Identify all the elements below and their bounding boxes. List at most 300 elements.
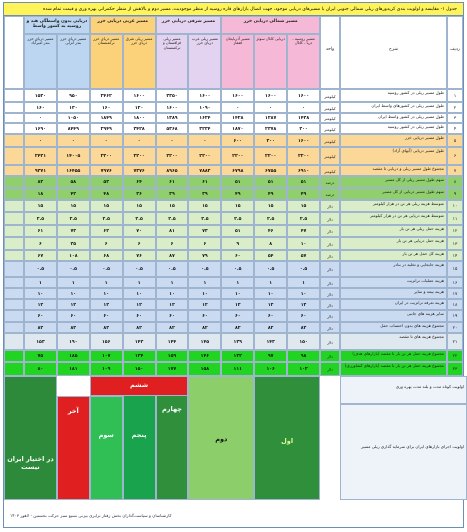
priority-block-sixth: ششم bbox=[90, 376, 189, 396]
row-value: ۸۲ bbox=[123, 322, 156, 333]
row-unit: دلار bbox=[320, 200, 340, 212]
row-label: مجموع طول مسیر ریلی و دریایی تا مقصد bbox=[340, 165, 447, 176]
row-value: ۶ bbox=[123, 237, 156, 250]
header-description: شرح bbox=[340, 16, 447, 89]
row-value: ۱۶۰۰ bbox=[254, 89, 287, 102]
row-value: ۵۲ bbox=[90, 176, 123, 188]
row-value: ۰ bbox=[221, 102, 254, 113]
row-value: ۸۲ bbox=[188, 322, 221, 333]
row-label: مجموع هزینه حمل هر تن بار تا مقصد (بازارهای هدف) bbox=[340, 350, 447, 362]
header-sub-column: مسیر دریای خزر بندر امیرآباد bbox=[24, 34, 57, 89]
header-group-sea-north: مسیر شمالی دریایی خزر bbox=[221, 16, 320, 34]
row-label: هزینه عملیات ترانزیت bbox=[340, 277, 447, 288]
row-value: ۲.۵ bbox=[221, 212, 254, 225]
priority-block-not-in-iran: در اختیار ایران نیست bbox=[4, 376, 57, 500]
row-unit: کیلومتر bbox=[320, 165, 340, 176]
row-value: ۸۲ bbox=[156, 322, 189, 333]
row-number: ۱۵ bbox=[447, 261, 463, 277]
row-number: ۷ bbox=[447, 165, 463, 176]
row-value: ۷۳ bbox=[57, 225, 90, 237]
row-value: ۶ bbox=[90, 237, 123, 250]
row-value: ۶۰ bbox=[123, 310, 156, 322]
row-number: ۸ bbox=[447, 176, 463, 188]
row-value: ۱۲ bbox=[90, 299, 123, 310]
row-value: ۱۰ bbox=[123, 288, 156, 299]
row-value: ۱۲ bbox=[287, 299, 320, 310]
row-value: ۲.۵ bbox=[254, 212, 287, 225]
priority-row-label: اولویت اجرای بازارهای ایران برای سرمایه گذاری ریلی مسیر bbox=[340, 404, 467, 500]
row-value: ۸۲ bbox=[57, 322, 90, 333]
row-value: ۱۲ bbox=[221, 299, 254, 310]
row-value: ۷۰ bbox=[123, 225, 156, 237]
row-label: هزینه حمل دریایی هر تن بار bbox=[340, 237, 447, 250]
row-left-margin bbox=[4, 134, 24, 147]
row-unit: دلار bbox=[320, 350, 340, 362]
row-value: ۱۰۶ bbox=[254, 362, 287, 376]
row-value: ۲۲۰۰ bbox=[254, 147, 287, 165]
row-label: طول مسیر ریلی در کشور روسیه bbox=[340, 123, 447, 134]
row-value: ۱۶۰ bbox=[24, 102, 57, 113]
row-value: ۱۰ bbox=[57, 288, 90, 299]
row-left-margin bbox=[4, 165, 24, 176]
row-value: ۹۸ bbox=[287, 350, 320, 362]
row-value: ۱۶۰۰ bbox=[123, 89, 156, 102]
row-value: ۰.۵ bbox=[90, 261, 123, 277]
row-value: ۱۸۷۰ bbox=[221, 123, 254, 134]
row-unit: کیلومتر bbox=[320, 113, 340, 123]
row-number: ۱ bbox=[447, 89, 463, 102]
row-value: ۱۴۵ bbox=[188, 333, 221, 350]
row-number: ۱۸ bbox=[447, 299, 463, 310]
row-value: ۱ bbox=[156, 277, 189, 288]
header-sub-column: مسیر دریای خزر بندر انزلی bbox=[57, 34, 90, 89]
row-value: ۶۰ bbox=[221, 310, 254, 322]
row-value: ۱ bbox=[24, 277, 57, 288]
row-value: ۵۸ bbox=[57, 176, 90, 188]
row-value: ۰.۵ bbox=[123, 261, 156, 277]
row-value: ۱۰۸ bbox=[57, 250, 90, 261]
row-number: ۲۰ bbox=[447, 322, 463, 333]
row-value: ۵۱ bbox=[221, 176, 254, 188]
row-value: ۷۶ bbox=[123, 250, 156, 261]
priority-block-fourth: چهارم bbox=[156, 376, 189, 500]
row-value: ۲.۵ bbox=[156, 212, 189, 225]
row-label: سهم طول مسیر ریلی از کل مسیر bbox=[340, 176, 447, 188]
row-unit: دلار bbox=[320, 237, 340, 250]
row-label: سایر هزینه های جانبی bbox=[340, 310, 447, 322]
row-value: ۹۷ bbox=[254, 350, 287, 362]
row-value: ۵۳۶۸ bbox=[156, 123, 189, 134]
row-left-margin bbox=[4, 225, 24, 237]
comparison-table-sheet bbox=[3, 2, 464, 528]
row-value: ۱۲ bbox=[24, 299, 57, 310]
row-value: ۵۷ bbox=[287, 250, 320, 261]
row-left-margin bbox=[4, 89, 24, 102]
row-unit: درصد bbox=[320, 188, 340, 200]
row-value: ۱۶۹۰ bbox=[24, 123, 57, 134]
row-label: طول مسیر ریلی در کشور واسط ایران bbox=[340, 113, 447, 123]
row-value: ۱۹۰ bbox=[57, 333, 90, 350]
row-value: ۱۴۲۸ bbox=[221, 113, 254, 123]
row-value: ۲.۵ bbox=[123, 212, 156, 225]
row-unit: کیلومتر bbox=[320, 147, 340, 165]
row-value: ۱۳۲ bbox=[221, 350, 254, 362]
row-value: ۰.۵ bbox=[287, 261, 320, 277]
row-value: ۸۲ bbox=[24, 322, 57, 333]
row-value: ۱ bbox=[188, 277, 221, 288]
header-left-margin bbox=[4, 16, 24, 89]
row-value: ۱۵ bbox=[24, 200, 57, 212]
row-value: ۱۳۰ bbox=[57, 102, 90, 113]
row-left-margin bbox=[4, 299, 24, 310]
row-value: ۵۱ bbox=[254, 176, 287, 188]
row-value: ۱۲ bbox=[123, 299, 156, 310]
row-label: طول مسیر ریلی در کشور روسیه bbox=[340, 89, 447, 102]
row-label: طول مسیر ریلی در کشورهای واسط ایران bbox=[340, 102, 447, 113]
header-sub-column: مسیر ریلی شرق دریای خزر bbox=[123, 34, 156, 89]
row-value: ۱۰ bbox=[287, 288, 320, 299]
row-value: ۲.۵ bbox=[24, 212, 57, 225]
row-number: ۱۰ bbox=[447, 200, 463, 212]
row-value: ۰ bbox=[123, 134, 156, 147]
row-value: ۸۲ bbox=[254, 322, 287, 333]
row-value: ۰ bbox=[57, 134, 90, 147]
row-value: ۱۲۰ bbox=[123, 102, 156, 113]
row-number: ۱۲ bbox=[447, 225, 463, 237]
row-value: ۶۲ bbox=[90, 225, 123, 237]
row-value: ۸۰ bbox=[24, 362, 57, 376]
row-value: ۲.۵ bbox=[57, 212, 90, 225]
row-value: ۱۰۵۰ bbox=[57, 113, 90, 123]
row-value: ۱۴۳ bbox=[254, 333, 287, 350]
row-value: ۶۰ bbox=[57, 310, 90, 322]
row-number: ۴ bbox=[447, 123, 463, 134]
row-value: ۱۵ bbox=[90, 200, 123, 212]
row-unit: دلار bbox=[320, 212, 340, 225]
row-left-margin bbox=[4, 288, 24, 299]
row-value: ۱۳۴ bbox=[123, 350, 156, 362]
row-value: ۱۸۵ bbox=[57, 350, 90, 362]
row-value: ۱۴۶ bbox=[188, 350, 221, 362]
row-value: ۱۲ bbox=[188, 299, 221, 310]
row-value: ۳۴۲۸ bbox=[123, 123, 156, 134]
row-value: ۰ bbox=[90, 134, 123, 147]
row-value: ۰.۵ bbox=[156, 261, 189, 277]
header-group-sea-east: مسیر شرقی دریایی خزر bbox=[156, 16, 222, 34]
row-unit: درصد bbox=[320, 176, 340, 188]
row-left-margin bbox=[4, 147, 24, 165]
row-value: ۲۳۵۰ bbox=[156, 89, 189, 102]
row-value: ۵۱ bbox=[287, 176, 320, 188]
priority-block-second: دوم bbox=[188, 376, 254, 500]
row-value: ۱۱۱ bbox=[221, 362, 254, 376]
row-left-margin bbox=[4, 123, 24, 134]
footer-note: کارشناسان و سیاست‌گذار‌ان بخش رفتار ترابری بیزنی بسیع سبز حرکت نخستین - لاهور ۱۴۰۳ bbox=[10, 513, 172, 518]
row-value: ۱۵ bbox=[57, 200, 90, 212]
row-value: ۲۳۷۸ bbox=[254, 123, 287, 134]
row-value: ۹۵۰ bbox=[57, 89, 90, 102]
row-value: ۱۶۲۴ bbox=[188, 113, 221, 123]
row-value: ۱۰ bbox=[221, 288, 254, 299]
header-sub-column: مسیر آذربایجان قفقاز bbox=[221, 34, 254, 89]
row-value: ۱۴۴ bbox=[156, 333, 189, 350]
row-left-margin bbox=[4, 250, 24, 261]
row-value: ۸۴۴۹ bbox=[57, 123, 90, 134]
row-value: ۶۷۹۸ bbox=[221, 165, 254, 176]
row-value: ۱۵۹ bbox=[156, 350, 189, 362]
row-value: ۹ bbox=[221, 237, 254, 250]
row-unit: دلار bbox=[320, 310, 340, 322]
row-value: ۸ bbox=[254, 237, 287, 250]
row-label: هزینه کل حمل هر تن بار bbox=[340, 250, 447, 261]
row-value: ۱۳۸۹ bbox=[156, 113, 189, 123]
row-value: ۴۸ bbox=[90, 188, 123, 200]
row-value: ۱۶۴۵۵ bbox=[57, 165, 90, 176]
row-value: ۶۱ bbox=[24, 225, 57, 237]
row-value: ۴۶ bbox=[254, 225, 287, 237]
row-left-margin bbox=[4, 188, 24, 200]
row-value: ۰.۵ bbox=[188, 261, 221, 277]
row-value: ۱۶۰۰ bbox=[221, 89, 254, 102]
row-label: سهم طول مسیر دریایی از کل مسیر bbox=[340, 188, 447, 200]
row-value: ۲۲۰۰ bbox=[188, 147, 221, 165]
row-left-margin bbox=[4, 350, 24, 362]
row-number: ۱۳ bbox=[447, 237, 463, 250]
row-value: ۰.۵ bbox=[254, 261, 287, 277]
row-unit: دلار bbox=[320, 277, 340, 288]
row-unit: کیلومتر bbox=[320, 123, 340, 134]
row-value: ۸۹۶۵ bbox=[156, 165, 189, 176]
row-value: ۴۲ bbox=[57, 188, 90, 200]
row-value: ۶۸ bbox=[90, 250, 123, 261]
row-value: ۱۶۰۰ bbox=[287, 134, 320, 147]
row-unit: کیلومتر bbox=[320, 134, 340, 147]
row-unit: دلار bbox=[320, 333, 340, 350]
row-value: ۱۰ bbox=[90, 288, 123, 299]
row-value: ۱۰۹ bbox=[90, 362, 123, 376]
row-label: هزینه تعرفه ترانزیت در ایران bbox=[340, 299, 447, 310]
row-value: ۳۲۳۴ bbox=[188, 123, 221, 134]
row-number: ۳ bbox=[447, 113, 463, 123]
row-label: مجموع هزینه حمل هر تن بار تا مقصد (بازارهای کشاورزی) bbox=[340, 362, 447, 376]
row-value: ۱۸۴۹ bbox=[90, 113, 123, 123]
row-value: ۷۹۷۶ bbox=[90, 165, 123, 176]
row-value: ۱ bbox=[287, 277, 320, 288]
row-unit: دلار bbox=[320, 288, 340, 299]
row-value: ۴۹ bbox=[221, 188, 254, 200]
row-label: متوسط هزینه ریلی هر تن در هزار کیلومتر bbox=[340, 200, 447, 212]
row-left-margin bbox=[4, 212, 24, 225]
row-value: ۱۷۷ bbox=[156, 362, 189, 376]
header-sub-column: دریایی کانال سوئز bbox=[254, 34, 287, 89]
row-value: ۲۲۰۰ bbox=[156, 147, 189, 165]
row-value: ۰.۵ bbox=[57, 261, 90, 277]
header-group-sea-west: مسیر غربی دریایی خزر bbox=[90, 16, 156, 34]
row-number: ۱۹ bbox=[447, 310, 463, 322]
row-value: ۱۴۳۸ bbox=[287, 113, 320, 123]
row-value: ۶۰ bbox=[221, 250, 254, 261]
row-value: ۲۴۶۲ bbox=[90, 89, 123, 102]
row-value: ۸۲ bbox=[287, 322, 320, 333]
row-value: ۶۱ bbox=[188, 176, 221, 188]
row-value: ۰ bbox=[24, 113, 57, 123]
row-value: ۱۰ bbox=[287, 237, 320, 250]
row-value: ۲۲۰۰ bbox=[221, 147, 254, 165]
row-value: ۱۳۹ bbox=[221, 333, 254, 350]
priority-block-first: اول bbox=[254, 376, 320, 500]
row-value: ۶ bbox=[24, 237, 57, 250]
row-unit: دلار bbox=[320, 250, 340, 261]
row-label: هزینه جابجایی و تخلیه در بنادر bbox=[340, 261, 447, 277]
row-value: ۱۵۸ bbox=[188, 362, 221, 376]
row-value: ۸۷ bbox=[156, 250, 189, 261]
row-left-margin bbox=[4, 176, 24, 188]
row-unit: کیلومتر bbox=[320, 89, 340, 102]
row-value: ۶۹۱۰ bbox=[287, 165, 320, 176]
row-label: هزینه حمل ریلی هر تن بار bbox=[340, 225, 447, 237]
row-value: ۷۵ bbox=[24, 350, 57, 362]
row-value: ۱۵۰ bbox=[123, 362, 156, 376]
row-unit: کیلومتر bbox=[320, 102, 340, 113]
header-sub-column: مسیر روسیه - دریا - کانال bbox=[287, 34, 320, 89]
row-value: ۱۴۰۰۵ bbox=[57, 147, 90, 165]
row-value: ۲.۵ bbox=[188, 212, 221, 225]
row-value: ۲۹۴۹ bbox=[90, 123, 123, 134]
row-value: ۳۶ bbox=[123, 188, 156, 200]
row-value: ۱۰۲ bbox=[287, 362, 320, 376]
row-value: ۱۲ bbox=[57, 299, 90, 310]
row-value: ۱۶۰۰ bbox=[156, 102, 189, 113]
row-label: متوسط هزینه دریایی هر تن در هزار کیلومتر bbox=[340, 212, 447, 225]
priority-block-third: سوم bbox=[90, 396, 123, 500]
row-left-margin bbox=[4, 113, 24, 123]
row-value: ۳۹ bbox=[156, 188, 189, 200]
row-value: ۴۷ bbox=[287, 225, 320, 237]
row-number: ۱۷ bbox=[447, 288, 463, 299]
row-value: ۶۰ bbox=[287, 310, 320, 322]
row-value: ۱ bbox=[57, 277, 90, 288]
header-unit: واحد bbox=[320, 16, 340, 89]
row-value: ۲.۵ bbox=[287, 212, 320, 225]
row-label: طول مسیر دریایی (آبهای آزاد) bbox=[340, 147, 447, 165]
row-value: ۸۱ bbox=[156, 225, 189, 237]
row-number: ۲۱ bbox=[447, 333, 463, 350]
row-left-margin bbox=[4, 261, 24, 277]
row-value: ۱ bbox=[221, 277, 254, 288]
row-value: ۱۰ bbox=[24, 288, 57, 299]
row-number: ۱۶ bbox=[447, 277, 463, 288]
row-value: ۴۹ bbox=[254, 188, 287, 200]
row-value: ۲۰۰ bbox=[254, 134, 287, 147]
row-left-margin bbox=[4, 200, 24, 212]
row-value: ۸۲ bbox=[221, 322, 254, 333]
row-value: ۲۲۰۰ bbox=[90, 147, 123, 165]
header-sub-column: مسیر ریلی غرب دریای خزر bbox=[188, 34, 221, 89]
row-left-margin bbox=[4, 322, 24, 333]
row-value: ۱۵۶ bbox=[90, 333, 123, 350]
row-value: ۰ bbox=[287, 102, 320, 113]
row-value: ۲۲۰۰ bbox=[123, 147, 156, 165]
row-left-margin bbox=[4, 277, 24, 288]
row-value: ۱۲ bbox=[254, 299, 287, 310]
row-value: ۶ bbox=[156, 237, 189, 250]
row-label: طول مسیر دریایی خزر bbox=[340, 134, 447, 147]
row-value: ۰ bbox=[24, 134, 57, 147]
row-value: ۸۲ bbox=[24, 176, 57, 188]
row-value: ۱۶۰۰ bbox=[287, 89, 320, 102]
row-value: ۱۵ bbox=[156, 200, 189, 212]
row-value: ۲۴۳۱ bbox=[24, 147, 57, 165]
row-unit: دلار bbox=[320, 362, 340, 376]
row-value: ۱۰ bbox=[156, 288, 189, 299]
row-value: ۱ bbox=[123, 277, 156, 288]
row-left-margin bbox=[4, 362, 24, 376]
row-value: ۶۷ bbox=[24, 250, 57, 261]
priority-block-fifth: پنجم bbox=[123, 376, 156, 500]
row-value: ۸۲ bbox=[90, 322, 123, 333]
row-value: ۱۵۳۰ bbox=[24, 89, 57, 102]
row-value: ۱۵ bbox=[221, 200, 254, 212]
header-sub-column: مسیر ریلی قزاقستان و ترکمنستان bbox=[156, 34, 189, 89]
row-value: ۱۵ bbox=[287, 200, 320, 212]
row-number: ۶ bbox=[447, 147, 463, 165]
row-value: ۰.۵ bbox=[221, 261, 254, 277]
row-left-margin bbox=[4, 333, 24, 350]
row-unit: دلار bbox=[320, 299, 340, 310]
row-number: ۵ bbox=[447, 134, 463, 147]
row-unit: دلار bbox=[320, 225, 340, 237]
row-value: ۱۲ bbox=[156, 299, 189, 310]
row-value: ۱۵۰ bbox=[287, 333, 320, 350]
row-value: ۷۹ bbox=[188, 250, 221, 261]
row-label: مجموع هزینه های بدون احتساب حمل bbox=[340, 322, 447, 333]
row-value: ۱۰ bbox=[188, 288, 221, 299]
row-value: ۳۹ bbox=[188, 188, 221, 200]
row-value: ۱۵ bbox=[123, 200, 156, 212]
row-value: ۹۳۷۱ bbox=[24, 165, 57, 176]
row-value: ۰ bbox=[254, 102, 287, 113]
row-value: ۱۵۳ bbox=[24, 333, 57, 350]
row-value: ۶۷۵۵ bbox=[254, 165, 287, 176]
row-value: ۶۱ bbox=[156, 176, 189, 188]
row-value: ۷۸۸۲ bbox=[188, 165, 221, 176]
row-value: ۲.۵ bbox=[90, 212, 123, 225]
row-number: ۹ bbox=[447, 188, 463, 200]
row-value: ۳۵ bbox=[57, 237, 90, 250]
row-value: ۲۲۰۰ bbox=[287, 147, 320, 165]
header-row-no: ردیف bbox=[447, 16, 463, 89]
row-value: ۱۸۱ bbox=[57, 362, 90, 376]
row-value: ۶۰ bbox=[90, 310, 123, 322]
row-value: ۶۰ bbox=[254, 310, 287, 322]
row-value: ۰.۵ bbox=[24, 261, 57, 277]
row-value: ۰ bbox=[156, 134, 189, 147]
row-left-margin bbox=[4, 102, 24, 113]
row-value: ۱۰۹۰ bbox=[188, 102, 221, 113]
table-title: جدول ۱- مقایسه و اولویت بندی کریدورهای ریلی شمالی جنوبی ایران با مسیرهای دریایی موجود، جهت اتصال بازارهای قاره روسیه از منظر موجودیت، مسیر دوم و بالاهش از منظر حکمرانی بهره وری و قیمت تمام شده bbox=[4, 3, 463, 16]
row-value: ۴۹ bbox=[287, 188, 320, 200]
row-value: ۱۸۰۰ bbox=[123, 113, 156, 123]
row-value: ۶۴ bbox=[123, 176, 156, 188]
row-number: ۱۴ bbox=[447, 250, 463, 261]
row-value: ۱۵ bbox=[188, 200, 221, 212]
row-value: ۶۰ bbox=[188, 310, 221, 322]
row-left-margin bbox=[4, 237, 24, 250]
row-value: ۵۴ bbox=[254, 250, 287, 261]
row-value: ۱۵ bbox=[254, 200, 287, 212]
priority-row-label: اولویت کوتاه مدت و بلند مدت بهره وری bbox=[340, 376, 467, 404]
row-value: ۲۰۰ bbox=[287, 123, 320, 134]
